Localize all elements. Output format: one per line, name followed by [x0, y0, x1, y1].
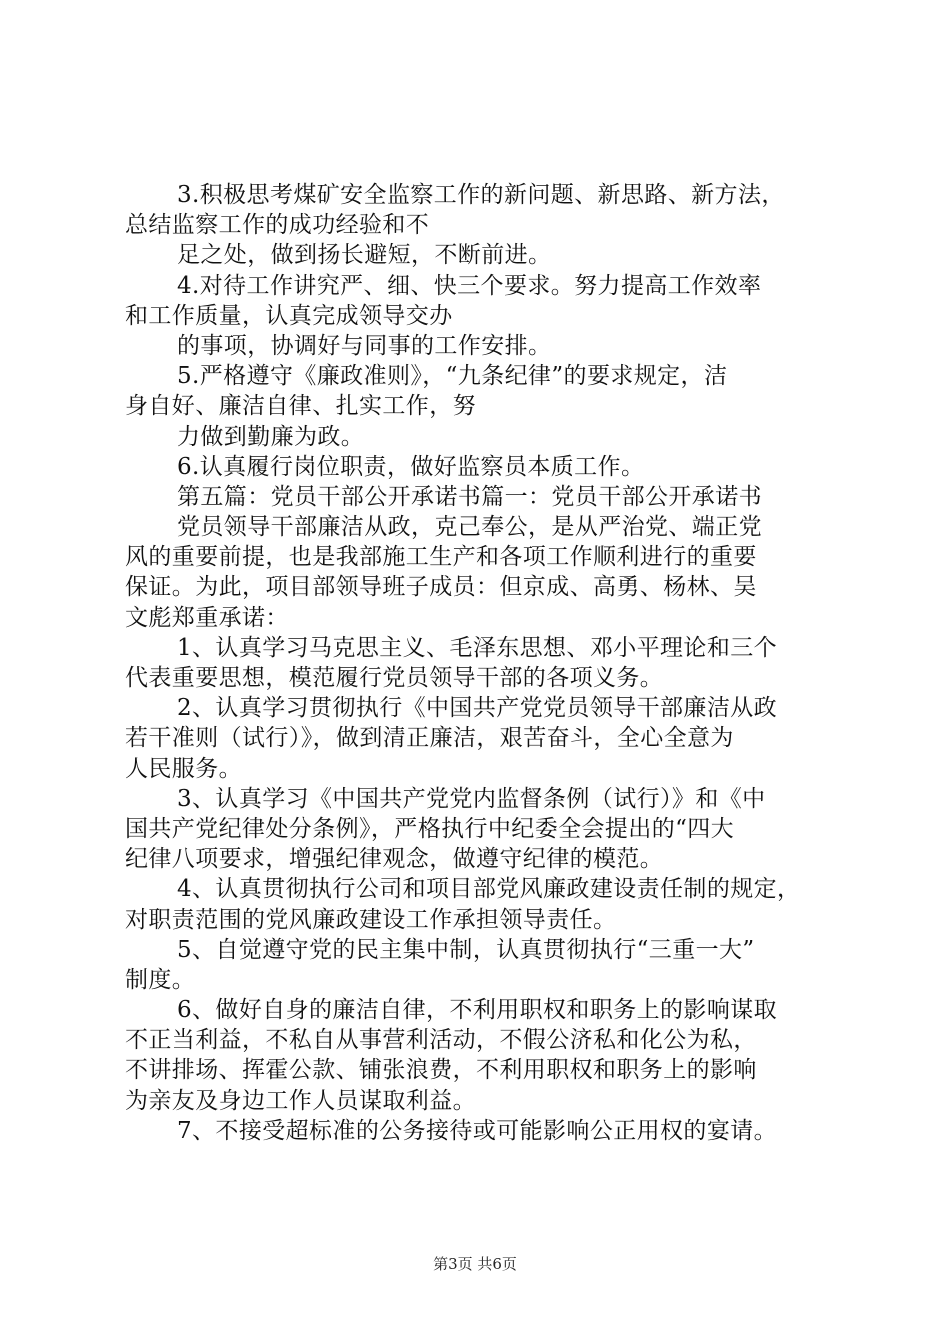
text-line: 1、认真学习马克思主义、毛泽东思想、邓小平理论和三个	[177, 634, 778, 661]
document-body	[125, 180, 840, 1146]
text-line: 足之处，做到扬长避短，不断前进。	[177, 242, 552, 269]
text-line: 代表重要思想，模范履行党员领导干部的各项义务。	[125, 665, 664, 691]
text-line: 纪律八项要求，增强纪律观念，做遵守纪律的模范。	[125, 846, 664, 873]
text-line: 身自好、廉洁自律、扎实工作，努	[125, 393, 476, 420]
text-line: 3、认真学习《中国共产党党内监督条例（试行）》和《中	[177, 785, 766, 812]
text-line: 和工作质量，认真完成领导交办	[125, 302, 453, 329]
text-line: 7、不接受超标准的公务接待或可能影响公正用权的宴请。	[177, 1117, 778, 1144]
text-line: 人民服务。	[125, 755, 242, 782]
text-line: 风的重要前提，也是我部施工生产和各项工作顺利进行的重要	[125, 544, 757, 571]
text-line: 5、自觉遵守党的民主集中制，认真贯彻执行“三重一大”	[177, 936, 755, 963]
text-line: 总结监察工作的成功经验和不	[125, 212, 430, 239]
text-line: 2、认真学习贯彻执行《中国共产党党员领导干部廉洁从政	[177, 695, 778, 722]
text-line: 的事项，协调好与同事的工作安排。	[177, 332, 552, 359]
text-line: 若干准则（试行）》，做到清正廉洁，艰苦奋斗，全心全意为	[125, 725, 734, 752]
text-line: 文彪郑重承诺：	[125, 604, 289, 631]
text-line: 第五篇：党员干部公开承诺书篇一：党员干部公开承诺书	[177, 483, 762, 510]
text-line: 党员领导干部廉洁从政，克己奉公，是从严治党、端正党	[177, 514, 762, 541]
text-line: 保证。为此，项目部领导班子成员：但京成、高勇、杨林、吴	[125, 574, 757, 601]
text-line: 3.积极思考煤矿安全监察工作的新问题、新思路、新方法，	[177, 182, 785, 208]
text-line: 5.严格遵守《廉政准则》，“九条纪律”的要求规定，洁	[177, 363, 728, 390]
text-line: 制度。	[125, 966, 196, 993]
text-line: 不正当利益，不私自从事营利活动，不假公济私和化公为私，	[125, 1027, 757, 1054]
text-line: 为亲友及身边工作人员谋取利益。	[125, 1087, 476, 1114]
text-line: 不讲排场、挥霍公款、铺张浪费，不利用职权和职务上的影响	[125, 1057, 757, 1084]
text-line: 对职责范围的党风廉政建设工作承担领导责任。	[125, 906, 617, 933]
text-line: 4、认真贯彻执行公司和项目部党风廉政建设责任制的规定，	[177, 876, 801, 903]
text-line: 4.对待工作讲究严、细、快三个要求。努力提高工作效率	[177, 272, 762, 299]
page-footer: 第3页 共6页	[433, 1255, 517, 1273]
text-line: 6、做好自身的廉洁自律，不利用职权和职务上的影响谋取	[177, 997, 778, 1024]
text-line: 力做到勤廉为政。	[177, 423, 365, 450]
text-line: 国共产党纪律处分条例》，严格执行中纪委全会提出的“四大	[125, 815, 735, 842]
text-line: 6.认真履行岗位职责，做好监察员本质工作。	[177, 453, 645, 480]
